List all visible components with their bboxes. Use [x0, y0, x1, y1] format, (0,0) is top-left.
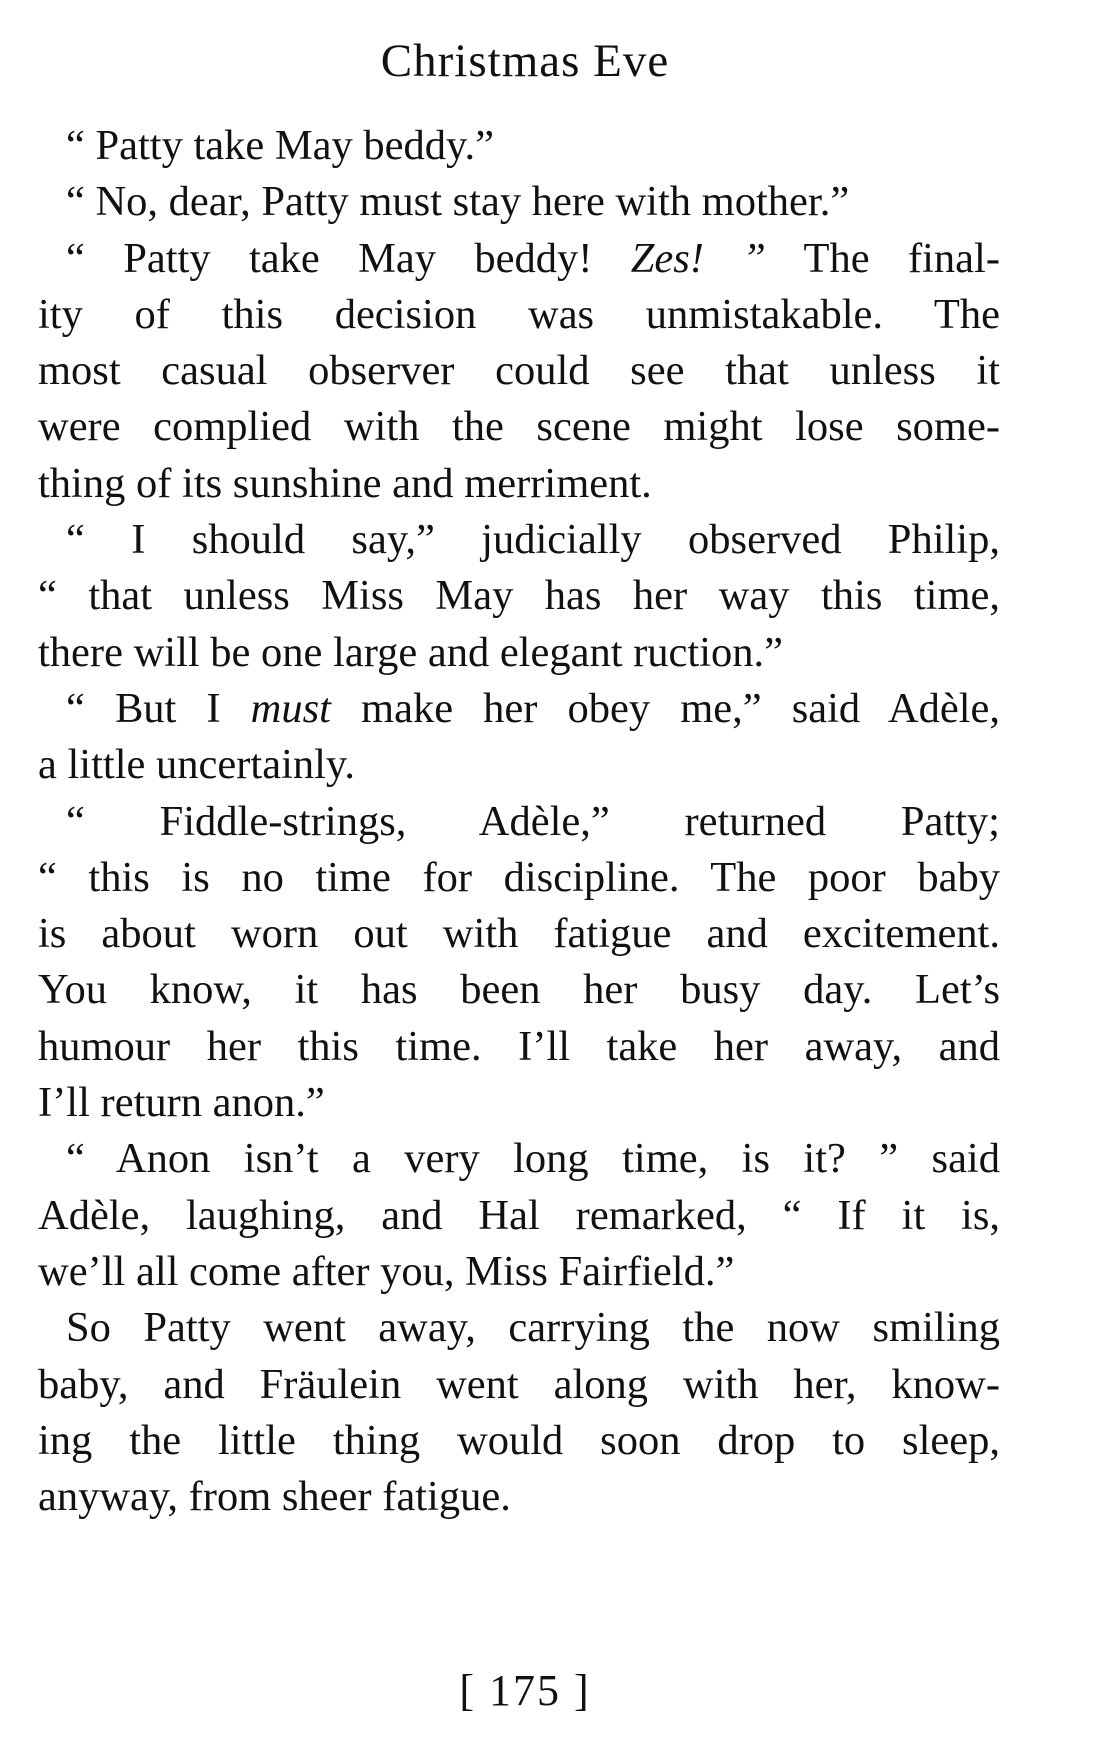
text-line — [38, 1300, 1000, 1356]
text-line — [38, 174, 1000, 230]
running-head: Christmas Eve — [380, 35, 670, 87]
text-segment: I’ll return anon.” — [38, 1079, 325, 1127]
text-segment: “ Fiddle-strings, Adèle,” returned Patty; — [66, 797, 1000, 845]
text-line — [38, 1244, 1000, 1300]
text-line — [38, 1075, 1000, 1131]
text-line — [38, 737, 1000, 793]
italic-text-segment: Zes! ” — [630, 234, 766, 282]
text-segment: So Patty went away, carrying the now smiling — [66, 1304, 1000, 1352]
text-segment: is about worn out with fatigue and excitement. — [38, 910, 1000, 958]
text-line — [38, 794, 1000, 850]
text-segment: “ No, dear, Patty must stay here with mother.” — [66, 178, 850, 226]
text-line — [38, 343, 1000, 399]
body-text — [38, 118, 1000, 1525]
text-segment: “ But I — [66, 684, 251, 732]
text-line — [38, 399, 1000, 455]
text-line — [38, 456, 1000, 512]
text-segment: “ I should say,” judicially observed Philip, — [66, 516, 1000, 564]
text-line — [38, 1469, 1000, 1525]
text-line — [38, 1413, 1000, 1469]
text-segment: we’ll all come after you, Miss Fairfield.” — [38, 1247, 735, 1295]
text-segment: “ Anon isn’t a very long time, is it? ” said — [66, 1135, 1000, 1183]
text-segment: a little uncertainly. — [38, 741, 356, 789]
text-segment: anyway, from sheer fatigue. — [38, 1473, 511, 1521]
text-segment: humour her this time. I’ll take her away, and — [38, 1022, 1000, 1070]
text-line — [38, 118, 1000, 174]
text-segment: You know, it has been her busy day. Let’s — [38, 966, 1000, 1014]
text-line — [38, 962, 1000, 1018]
text-segment: ity of this decision was unmistakable. The — [38, 290, 1000, 338]
text-segment: “ this is no time for discipline. The poor baby — [38, 853, 1000, 901]
text-line — [38, 681, 1000, 737]
text-segment: most casual observer could see that unless it — [38, 347, 1000, 395]
text-line — [38, 625, 1000, 681]
text-segment: ing the little thing would soon drop to sleep, — [38, 1416, 1000, 1464]
text-segment: were complied with the scene might lose some- — [38, 403, 1000, 451]
text-line — [38, 850, 1000, 906]
text-line — [38, 1131, 1000, 1187]
text-segment: Adèle, laughing, and Hal remarked, “ If it is, — [38, 1191, 1000, 1239]
text-line — [38, 568, 1000, 624]
text-segment: make her obey me,” said Adèle, — [330, 684, 1001, 732]
text-line — [38, 1019, 1000, 1075]
page-number: [ 175 ] — [459, 1666, 591, 1715]
text-segment: “ Patty take May beddy! — [66, 234, 631, 282]
text-line — [38, 287, 1000, 343]
text-segment: there will be one large and elegant ruction.” — [38, 628, 784, 676]
text-line — [38, 1188, 1000, 1244]
text-segment: thing of its sunshine and merriment. — [38, 459, 652, 507]
italic-text-segment: must — [250, 684, 331, 732]
text-segment: “ Patty take May beddy.” — [66, 122, 495, 169]
text-line — [38, 1357, 1000, 1413]
text-line — [38, 906, 1000, 962]
text-line — [38, 231, 1000, 287]
text-segment: The final- — [765, 234, 1000, 282]
text-segment: “ that unless Miss May has her way this time, — [38, 572, 1000, 620]
text-line — [38, 512, 1000, 568]
text-segment: baby, and Fräulein went along with her, know- — [38, 1360, 1000, 1408]
